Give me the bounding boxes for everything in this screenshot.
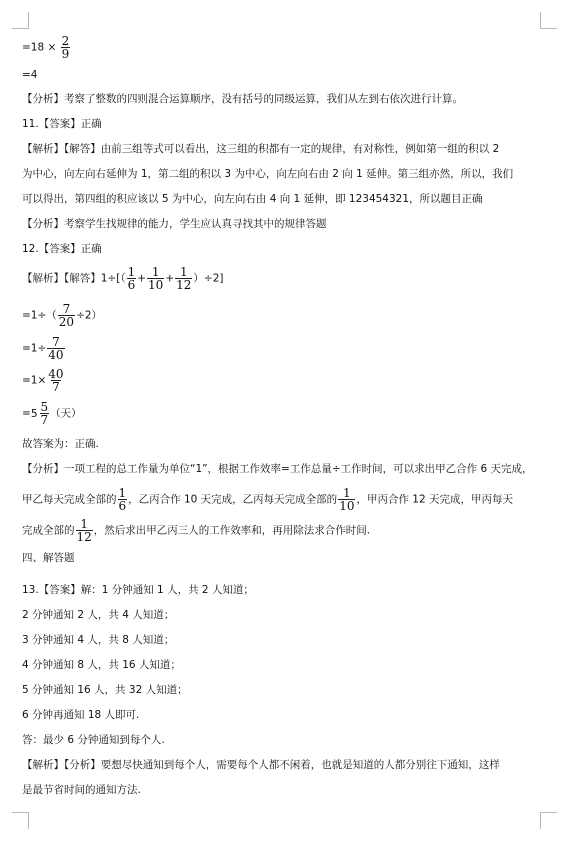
answer-heading-11: 11.【答案】正确: [22, 118, 102, 130]
analysis-paragraph: 【解析】【分析】要想尽快通知到每个人，需要每个人都不闲着，也就是知道的人都分别往下通知，这样: [22, 759, 500, 771]
analysis-paragraph: 完成全部的 $\frac{1}{12}$ ，然后求出甲乙丙三人的工作效率和，再用除法求合作时间.: [22, 517, 371, 544]
fraction: $\frac{1}{10}$: [148, 265, 164, 292]
equation-line-1: =18 × $\frac{2}{9}$: [22, 34, 70, 61]
analysis-paragraph: 是最节省时间的通知方法.: [22, 784, 141, 796]
solution-line: 为中心，向左向右延伸为 1，第二组的积以 3 为中心，向左向右由 2 向 1 延伸。第三组亦然，所以，我们: [22, 168, 514, 180]
fraction: $\frac{7}{40}$: [48, 335, 64, 362]
section-heading: 四、解答题: [22, 552, 75, 564]
fraction: $\frac{1}{6}$: [118, 486, 127, 513]
answer-conclusion: 答：最少 6 分钟通知到每个人.: [22, 734, 165, 746]
answer-line: 5 分钟通知 16 人，共 32 人知道；: [22, 684, 188, 696]
equation-line: =1÷ $\frac{7}{40}$: [22, 335, 64, 362]
answer-line: 4 分钟通知 8 人，共 16 人知道；: [22, 659, 181, 671]
equation-line-2: =4: [22, 69, 38, 81]
fraction: $\frac{2}{9}$: [61, 34, 70, 61]
crop-mark-top-left: [12, 12, 29, 29]
answer-line: 3 分钟通知 4 人，共 8 人知道；: [22, 634, 175, 646]
fraction: $\frac{1}{12}$: [176, 265, 192, 292]
mixed-number: 5 $\frac{5}{7}$: [30, 400, 49, 427]
fraction: $\frac{1}{10}$: [339, 486, 355, 513]
answer-line: 6 分钟再通知 18 人即可.: [22, 709, 140, 721]
equation-line: 【解析】【解答】1÷[（ $\frac{1}{6}$ + $\frac{1}{10}$ + $\frac{1}{12}$ ）÷2]: [22, 265, 224, 292]
crop-mark-bottom-right: [540, 812, 557, 829]
solution-line: 可以得出，第四组的积应该以 5 为中心，向左向右由 4 向 1 延伸，即 123454321，所以题目正确: [22, 193, 483, 205]
answer-heading-12: 12.【答案】正确: [22, 243, 102, 255]
crop-mark-top-right: [540, 12, 557, 29]
analysis-paragraph: 【分析】一项工程的总工作量为单位“1”，根据工作效率=工作总量÷工作时间，可以求出甲乙合作 6 天完成，: [22, 463, 533, 475]
analysis-paragraph: 【分析】考察学生找规律的能力，学生应认真寻找其中的规律答题: [22, 218, 327, 230]
conclusion-line: 故答案为：正确.: [22, 438, 99, 450]
equation-line: =1× $\frac{40}{7}$: [22, 367, 64, 394]
equation-line: =1÷（ $\frac{7}{20}$ ÷2）: [22, 302, 103, 329]
analysis-paragraph: 甲乙每天完成全部的 $\frac{1}{6}$ ，乙丙合作 10 天完成，乙丙每天完成全部的 $\frac{1}{10}$ ，甲丙合作 12 天完成，甲丙每天: [22, 486, 514, 513]
equation-line: = 5 $\frac{5}{7}$ （天）: [22, 400, 82, 427]
crop-mark-bottom-left: [12, 812, 29, 829]
fraction: $\frac{1}{6}$: [127, 265, 136, 292]
analysis-paragraph: 【分析】考察了整数的四则混合运算顺序，没有括号的同级运算，我们从左到右依次进行计算。: [22, 93, 463, 105]
answer-line: 2 分钟通知 2 人，共 4 人知道；: [22, 609, 175, 621]
answer-heading-13: 13.【答案】解：1 分钟通知 1 人，共 2 人知道；: [22, 584, 254, 596]
fraction: $\frac{40}{7}$: [48, 367, 64, 394]
fraction: $\frac{7}{20}$: [58, 302, 75, 329]
solution-line: 【解析】【解答】由前三组等式可以看出，这三组的积都有一定的规律，有对称性，例如第一组的积以 2: [22, 143, 500, 155]
fraction: $\frac{1}{12}$: [76, 517, 92, 544]
